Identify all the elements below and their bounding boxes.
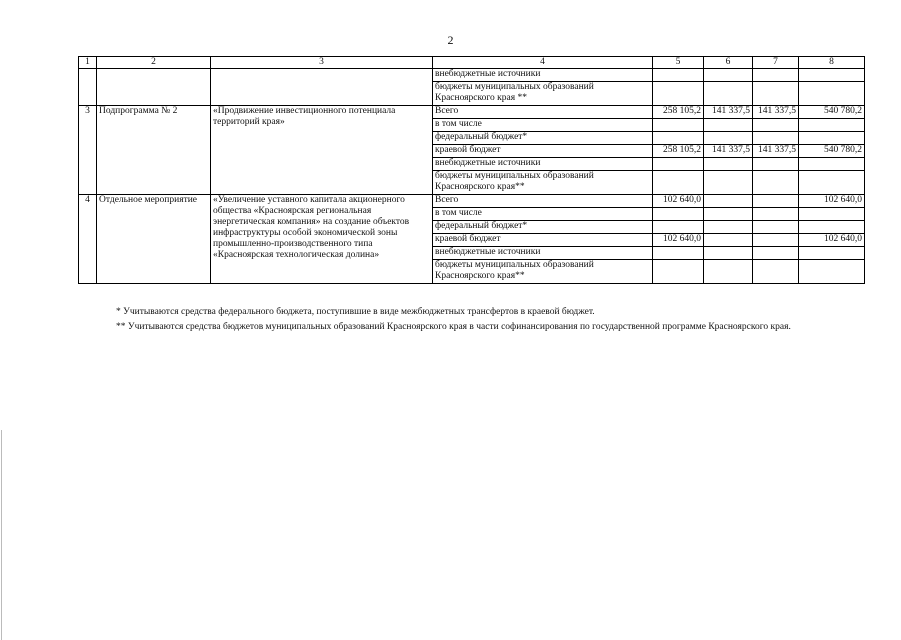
value-cell	[753, 247, 799, 260]
value-cell	[704, 221, 753, 234]
source-cell: федеральный бюджет*	[433, 132, 653, 145]
value-cell	[753, 158, 799, 171]
table-row	[79, 69, 865, 82]
value-cell: 540 780,2	[799, 145, 865, 158]
value-cell	[753, 132, 799, 145]
value-cell	[653, 69, 704, 82]
value-cell	[704, 82, 753, 106]
value-cell	[653, 221, 704, 234]
scan-edge-line	[1, 430, 2, 640]
value-cell	[799, 221, 865, 234]
value-cell	[704, 69, 753, 82]
value-cell	[799, 158, 865, 171]
name-cell: «Продвижение инвестиционного потенциала территорий края»	[211, 106, 433, 195]
value-cell	[653, 260, 704, 284]
name-cell: «Увеличение уставного капитала акционерного общества «Красноярская региональная энергетическая компания» на создание объектов инфраструктуры особой экономической зоны промышленно-производственного типа «Красноярская технологическая долина»	[211, 195, 433, 284]
cell-empty	[211, 69, 433, 106]
value-cell	[704, 247, 753, 260]
value-cell	[799, 132, 865, 145]
value-cell	[653, 158, 704, 171]
value-cell	[653, 119, 704, 132]
value-cell: 102 640,0	[653, 195, 704, 208]
value-cell	[704, 208, 753, 221]
funding-table	[78, 56, 865, 284]
value-cell	[799, 260, 865, 284]
cell-empty	[79, 69, 97, 106]
value-cell: 540 780,2	[799, 106, 865, 119]
source-cell: бюджеты муниципальных образований Красноярского края**	[433, 260, 653, 284]
value-cell	[753, 82, 799, 106]
source-cell: внебюджетные источники	[433, 158, 653, 171]
value-cell	[753, 260, 799, 284]
source-cell: Всего	[433, 106, 653, 119]
value-cell: 258 105,2	[653, 145, 704, 158]
value-cell	[704, 132, 753, 145]
header-row	[79, 57, 865, 69]
source-cell: краевой бюджет	[433, 234, 653, 247]
value-cell	[653, 82, 704, 106]
value-cell	[704, 171, 753, 195]
header-cell: 6	[704, 57, 753, 69]
source-cell: внебюджетные источники	[433, 69, 653, 82]
value-cell	[653, 247, 704, 260]
value-cell: 102 640,0	[799, 234, 865, 247]
value-cell	[653, 171, 704, 195]
value-cell: 102 640,0	[653, 234, 704, 247]
value-cell	[704, 119, 753, 132]
source-cell: федеральный бюджет*	[433, 221, 653, 234]
source-cell: бюджеты муниципальных образований Красноярского края **	[433, 82, 653, 106]
value-cell	[753, 221, 799, 234]
header-cell: 7	[753, 57, 799, 69]
value-cell	[704, 195, 753, 208]
footnote-municipal: ** Учитываются средства бюджетов муниципальных образований Красноярского края в части софинансирования по государственной программе Красноярского края.	[116, 322, 791, 332]
value-cell	[753, 119, 799, 132]
value-cell: 102 640,0	[799, 195, 865, 208]
value-cell: 141 337,5	[704, 145, 753, 158]
value-cell: 141 337,5	[753, 106, 799, 119]
value-cell	[704, 260, 753, 284]
table-row	[79, 195, 865, 208]
value-cell: 258 105,2	[653, 106, 704, 119]
source-cell: бюджеты муниципальных образований Красноярского края**	[433, 171, 653, 195]
row-number-cell: 4	[79, 195, 97, 284]
value-cell	[753, 234, 799, 247]
value-cell	[753, 195, 799, 208]
value-cell	[653, 208, 704, 221]
value-cell	[799, 82, 865, 106]
header-cell: 5	[653, 57, 704, 69]
value-cell: 141 337,5	[753, 145, 799, 158]
value-cell	[799, 171, 865, 195]
header-cell: 8	[799, 57, 865, 69]
value-cell	[799, 119, 865, 132]
row-number-cell: 3	[79, 106, 97, 195]
value-cell	[753, 171, 799, 195]
source-cell: в том числе	[433, 208, 653, 221]
value-cell	[753, 69, 799, 82]
value-cell: 141 337,5	[704, 106, 753, 119]
header-cell: 3	[211, 57, 433, 69]
source-cell: краевой бюджет	[433, 145, 653, 158]
value-cell	[799, 69, 865, 82]
value-cell	[704, 234, 753, 247]
status-cell: Подпрограмма № 2	[97, 106, 211, 195]
header-cell: 1	[79, 57, 97, 69]
header-cell: 4	[433, 57, 653, 69]
value-cell	[753, 208, 799, 221]
source-cell: внебюджетные источники	[433, 247, 653, 260]
source-cell: в том числе	[433, 119, 653, 132]
value-cell	[653, 132, 704, 145]
footnote-federal: * Учитываются средства федерального бюджета, поступившие в виде межбюджетных трансфертов в краевой бюджет.	[116, 307, 595, 317]
value-cell	[704, 158, 753, 171]
page-number: 2	[447, 33, 454, 47]
cell-empty	[97, 69, 211, 106]
footnotes	[78, 305, 868, 335]
table-row	[79, 106, 865, 119]
value-cell	[799, 247, 865, 260]
status-cell: Отдельное мероприятие	[97, 195, 211, 284]
value-cell	[799, 208, 865, 221]
source-cell: Всего	[433, 195, 653, 208]
header-cell: 2	[97, 57, 211, 69]
